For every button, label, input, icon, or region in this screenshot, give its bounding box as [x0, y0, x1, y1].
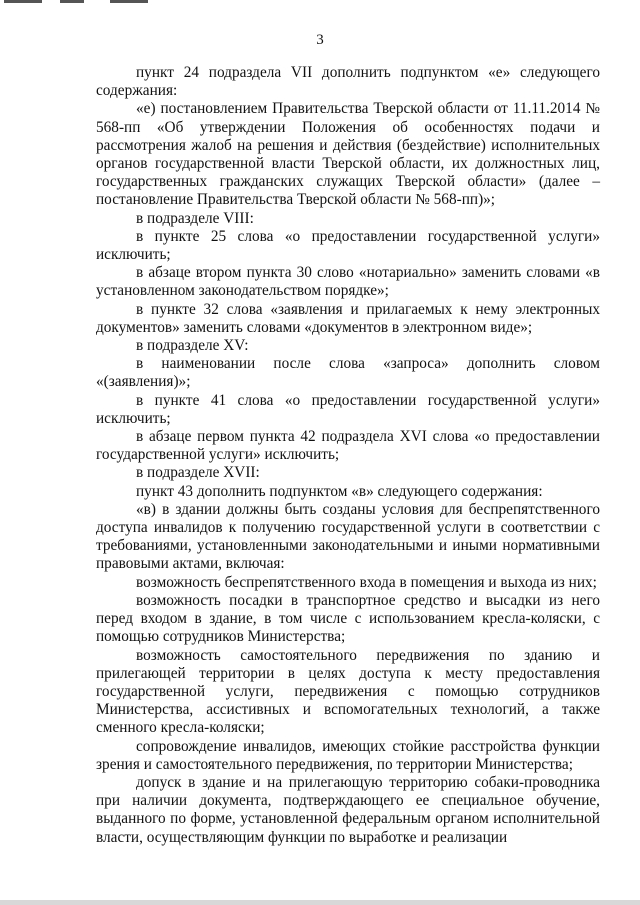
document-body: [96, 64, 600, 847]
paragraph: в подразделе VIII:: [136, 209, 254, 227]
paragraph: сопровождение инвалидов, имеющих стойкие расстройства функции зрения и самостоятельного передвижения, по территории Министерства;: [96, 737, 600, 773]
paragraph: в абзаце первом пункта 42 подраздела XVI слова «о предоставлении государственной услуги» исключить;: [96, 428, 600, 464]
paragraph: в наименовании после слова «запроса» дополнить словом «(заявления)»;: [96, 355, 600, 391]
paragraph: возможность посадки в транспортное средство и высадки из него перед входом в здание, в том числе с использованием кресла-коляски, с помощью сотрудников Министерства;: [96, 591, 600, 646]
paragraph: «в) в здании должны быть созданы условия для беспрепятственного доступа инвалидов к получению государственной услуги в соответствии с требованиями, установленными законодательными и иными нормативными правовыми актами, включая:: [96, 500, 600, 573]
paragraph: в абзаце втором пункта 30 слово «нотариально» заменить словами «в установленном законодательством порядке»;: [96, 264, 600, 300]
scan-edge: [0, 900, 640, 905]
paragraph: в подразделе XVII:: [136, 464, 260, 482]
paragraph: в подразделе XV:: [136, 337, 249, 355]
paragraph: пункт 43 дополнить подпунктом «в» следующего содержания:: [136, 482, 543, 500]
page-number: 3: [316, 32, 324, 48]
scan-artifact-mark: [4, 0, 42, 3]
paragraph: допуск в здание и на прилегающую территорию собаки-проводника при наличии документа, подтверждающего ее специальное обучение, выданного по форме, установленной федеральным органом исполнительной власти, осуществляющим функции по выработке и реализации: [96, 773, 600, 846]
paragraph: возможность беспрепятственного входа в помещения и выхода из них;: [136, 573, 597, 591]
paragraph: в пункте 25 слова «о предоставлении государственной услуги» исключить;: [96, 227, 600, 264]
paragraph: «е) постановлением Правительства Тверской области от 11.11.2014 № 568-пп «Об утверждении Положения об особенностях подачи и рассмотрения жалоб на решения и действия (бездействие) исполнительных органов государственной власти Тверской области, их должностных лиц, государственных гражданских служащих Тверской области» (далее – постановление Правительства Тверской области № 568-пп)»;: [96, 100, 600, 209]
scan-artifact-mark: [60, 0, 84, 3]
paragraph: в пункте 32 слова «заявления и прилагаемых к нему электронных документов» заменить словами «документов в электронном виде»;: [96, 300, 600, 336]
paragraph: возможность самостоятельного передвижения по зданию и прилегающей территории в целях доступа к месту предоставления государственной услуги, передвижения с помощью сотрудников Министерства, ассистивных и вспомогательных технологий, а также сменного кресла-коляски;: [96, 646, 600, 737]
paragraph: в пункте 41 слова «о предоставлении государственной услуги» исключить;: [96, 391, 600, 427]
paragraph: пункт 24 подраздела VII дополнить подпунктом «е» следующего содержания:: [96, 64, 600, 100]
scan-artifact-mark: [110, 0, 148, 3]
